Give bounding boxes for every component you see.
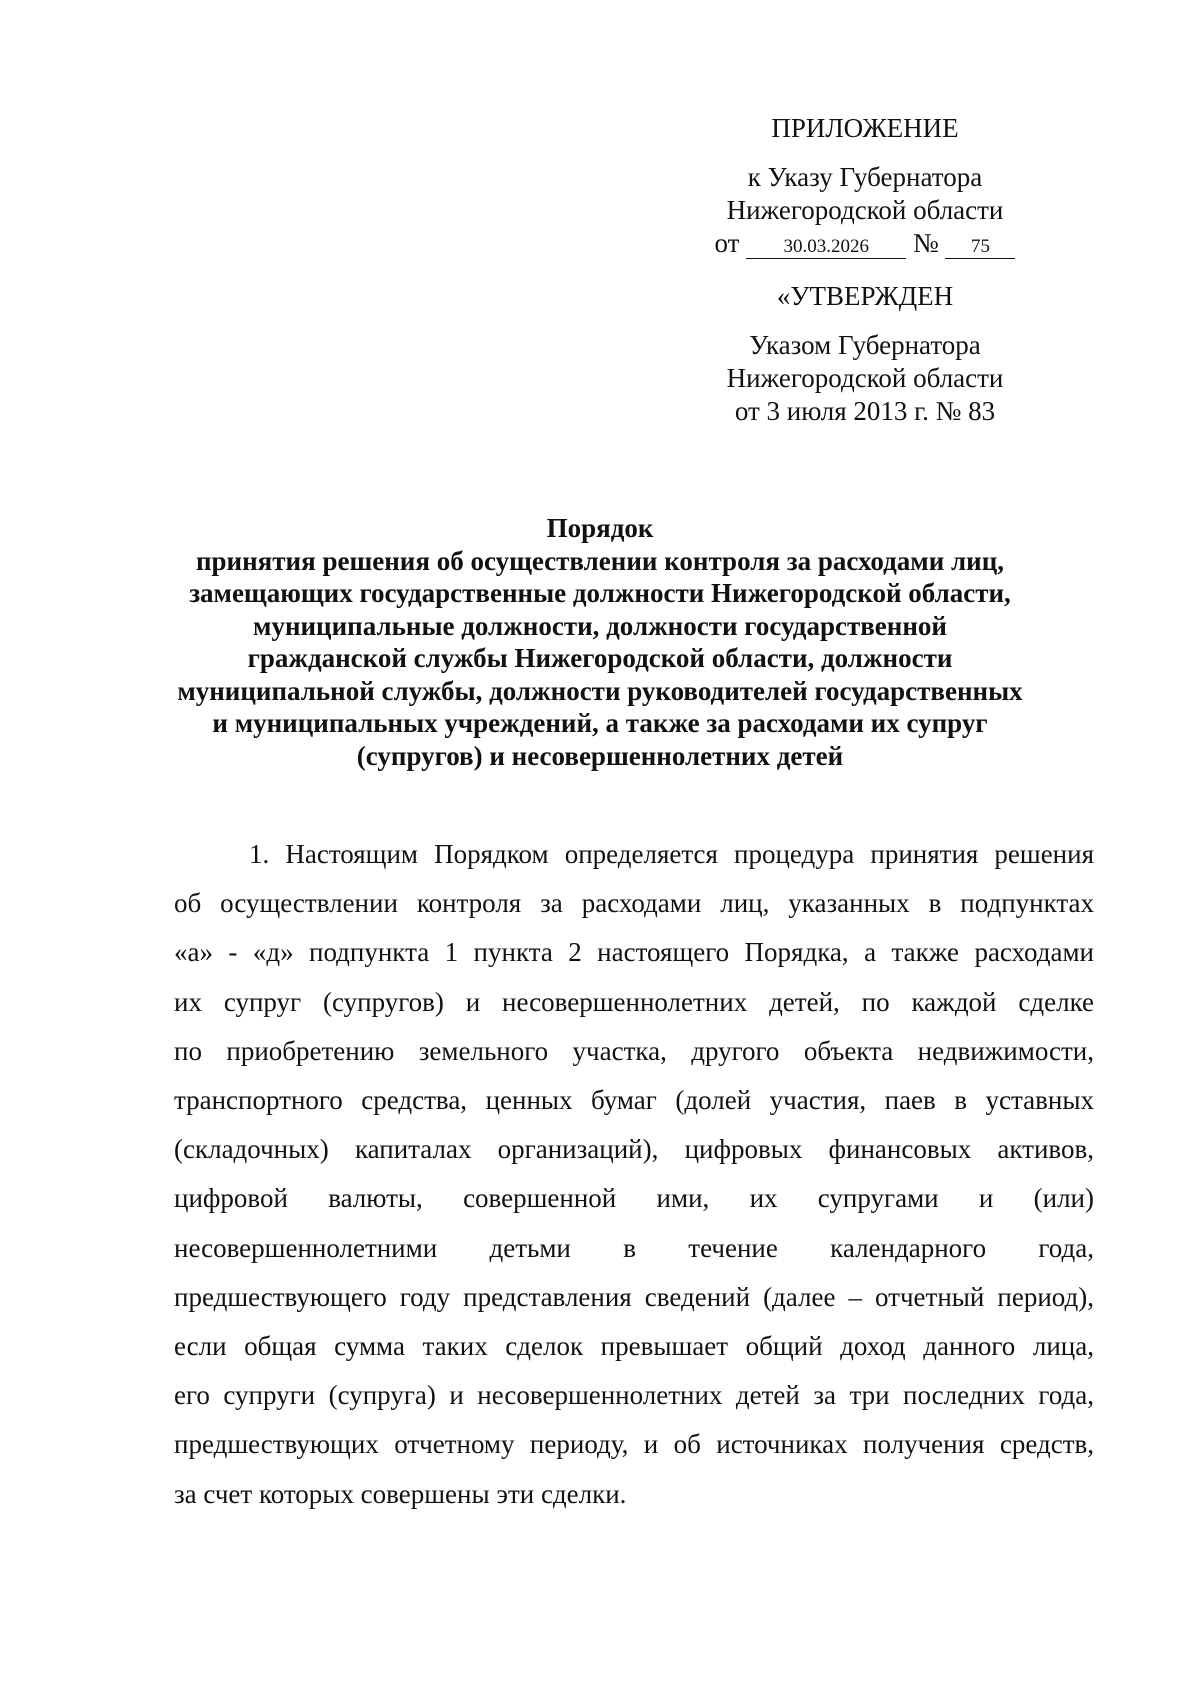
paragraph-line: цифровой валюты, совершенной ими, их супругами и (или) [174, 1183, 1094, 1214]
title-line: принятия решения об осуществлении контроля за расходами лиц, [195, 545, 1005, 576]
paragraph-line: несовершеннолетними детьми в течение календарного года, [174, 1232, 1094, 1263]
title-line: гражданской службы Нижегородской области, должности [247, 643, 953, 673]
paragraph-line: по приобретению земельного участка, другого объекта недвижимости, [174, 1035, 1094, 1066]
title-line: и муниципальных учреждений, а также за расходами их супруг [212, 708, 988, 738]
paragraph-line: «а» - «д» подпункта 1 пункта 2 настоящего Порядка, а также расходами [174, 937, 1094, 968]
number-sign: № [912, 228, 939, 258]
paragraph-line: транспортного средства, ценных бумаг (долей участия, паев в уставных [174, 1085, 1094, 1116]
paragraph-line: предшествующих отчетному периоду, и об источниках получения средств, [174, 1429, 1094, 1460]
title-line: муниципальные должности, должности государственной [253, 610, 947, 641]
paragraph-line: (складочных) капиталах организаций), цифровых финансовых активов, [174, 1134, 1094, 1165]
paragraph-line: если общая сумма таких сделок превышает общий доход данного лица, [174, 1331, 1094, 1362]
appendix-title: ПРИЛОЖЕНИЕ [771, 113, 959, 143]
approved-decree-line: Указом Губернатора [749, 330, 981, 360]
paragraph-line: их супруг (супругов) и несовершеннолетних детей, по каждой сделке [174, 986, 1094, 1017]
appendix-region-line: Нижегородской области [726, 195, 1004, 225]
title-heading: Порядок [546, 513, 654, 543]
paragraph-line: предшествующего году представления сведений (далее – отчетный период), [174, 1281, 1094, 1312]
paragraph-line: его супруги (супруга) и несовершеннолетних детей за три последних года, [174, 1380, 1094, 1411]
appendix-header [700, 112, 1030, 428]
paragraph-1 [174, 830, 1094, 1519]
decree-date-field: 30.03.2026 [746, 236, 906, 259]
paragraph-line: за счет которых совершены эти сделки. [174, 1478, 627, 1509]
appendix-date-line [700, 227, 1030, 260]
paragraph-line: 1. Настоящим Порядком определяется процедура принятия решения [249, 839, 1094, 869]
approved-title: «УТВЕРЖДЕН [776, 281, 954, 311]
approved-region-line: Нижегородской области [726, 363, 1004, 393]
date-prefix: от [714, 228, 740, 258]
paragraph-line: об осуществлении контроля за расходами лиц, указанных в подпунктах [174, 888, 1094, 919]
decree-number-field: 75 [945, 236, 1015, 259]
title-line: муниципальной службы, должности руководителей государственных [177, 675, 1023, 706]
title-line: замещающих государственные должности Нижегородской области, [189, 578, 1011, 608]
approved-date-line: от 3 июля 2013 г. № 83 [734, 396, 996, 426]
appendix-decree-line: к Указу Губернатора [747, 162, 983, 192]
title-line: (супругов) и несовершеннолетних детей [356, 740, 844, 771]
document-title [130, 512, 1070, 772]
